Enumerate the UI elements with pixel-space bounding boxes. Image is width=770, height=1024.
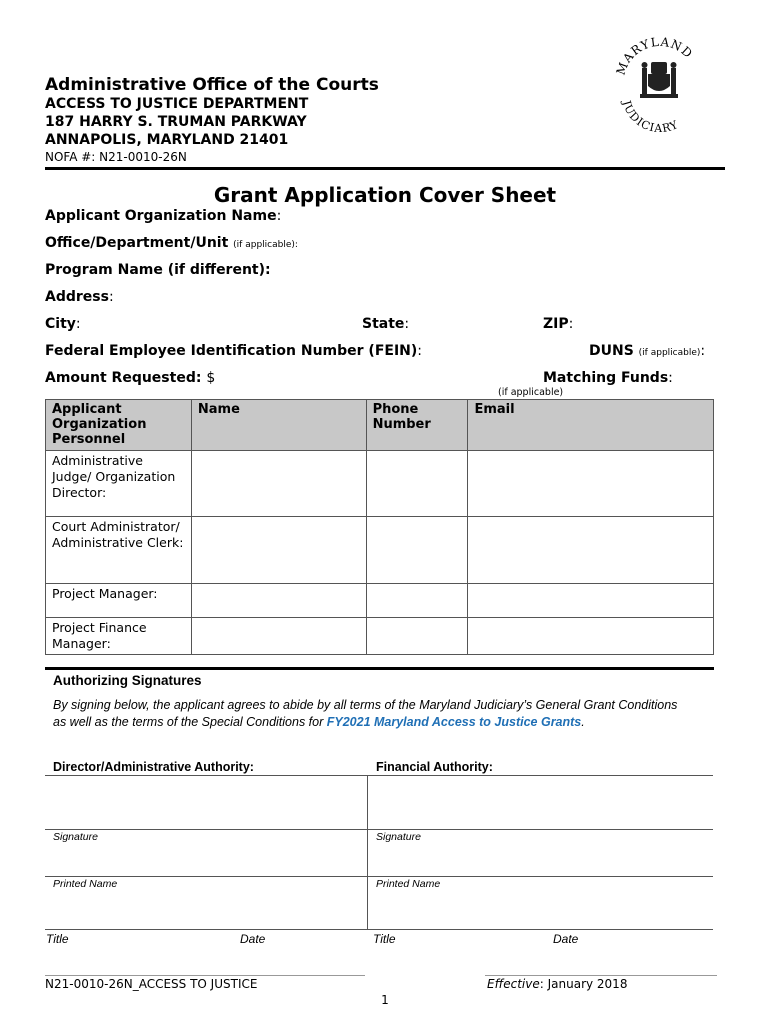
office-dept-label: Office/Department/Unit bbox=[45, 235, 229, 251]
city-address: ANNAPOLIS, MARYLAND 21401 bbox=[45, 132, 289, 148]
office-dept-field bbox=[45, 235, 298, 251]
table-header-row bbox=[46, 400, 714, 451]
signature-box-divider bbox=[367, 775, 368, 930]
maryland-judiciary-seal-logo bbox=[612, 32, 706, 140]
matching-funds-note: (if applicable) bbox=[498, 387, 564, 398]
signature-line[interactable] bbox=[45, 829, 713, 830]
colon: : bbox=[417, 343, 423, 359]
zip-field bbox=[543, 316, 573, 332]
email-cell[interactable] bbox=[468, 451, 714, 517]
financial-authority-label: Financial Authority: bbox=[376, 760, 493, 774]
matching-funds-label: Matching Funds bbox=[543, 370, 669, 386]
header-divider bbox=[45, 167, 725, 170]
name-cell[interactable] bbox=[191, 451, 366, 517]
colon: : bbox=[404, 316, 410, 332]
address-field bbox=[45, 289, 114, 305]
effective-label: Effective bbox=[487, 977, 540, 991]
name-cell[interactable] bbox=[191, 584, 366, 618]
row-label: Court Administrator/ Administrative Clerk: bbox=[46, 517, 192, 584]
street-address: 187 HARRY S. TRUMAN PARKWAY bbox=[45, 114, 307, 130]
seal-bottom-text: JUDICIARY bbox=[619, 99, 681, 136]
colon: : bbox=[75, 316, 81, 332]
office-name: Administrative Office of the Courts bbox=[45, 75, 379, 95]
director-date-label: Date bbox=[240, 932, 266, 946]
city-field bbox=[45, 316, 81, 332]
table-row bbox=[46, 517, 714, 584]
colon: : bbox=[700, 343, 706, 359]
phone-cell[interactable] bbox=[366, 618, 468, 655]
duns-note: (if applicable) bbox=[638, 348, 701, 358]
name-cell[interactable] bbox=[191, 618, 366, 655]
signature-box-top-line bbox=[45, 775, 713, 776]
footer-rule-left bbox=[45, 975, 365, 976]
seal-top-text: MARYLAND bbox=[613, 34, 696, 77]
row-label: Project Manager: bbox=[46, 584, 192, 618]
colon: : bbox=[108, 289, 114, 305]
financial-date-label: Date bbox=[553, 932, 579, 946]
colon: : bbox=[568, 316, 574, 332]
header-phone: Phone Number bbox=[366, 400, 468, 451]
header-name: Name bbox=[191, 400, 366, 451]
email-cell[interactable] bbox=[468, 584, 714, 618]
phone-cell[interactable] bbox=[366, 584, 468, 618]
program-name-field: Program Name (if different): bbox=[45, 262, 271, 278]
applicant-org-label: Applicant Organization Name bbox=[45, 208, 277, 224]
director-authority-label: Director/Administrative Authority: bbox=[53, 760, 254, 774]
personnel-table bbox=[45, 399, 714, 655]
email-cell[interactable] bbox=[468, 517, 714, 584]
page-title: Grant Application Cover Sheet bbox=[213, 183, 557, 207]
authorizing-title: Authorizing Signatures bbox=[53, 673, 202, 688]
title-date-line[interactable] bbox=[45, 929, 713, 930]
footer-effective-date bbox=[487, 977, 627, 991]
nofa-number: NOFA #: N21-0010-26N bbox=[45, 150, 187, 164]
printed-name-line[interactable] bbox=[45, 876, 713, 877]
special-conditions-link[interactable]: FY2021 Maryland Access to Justice Grants bbox=[326, 715, 582, 729]
applicant-org-name-field bbox=[45, 208, 281, 224]
table-row bbox=[46, 584, 714, 618]
footer-document-id: N21-0010-26N_ACCESS TO JUSTICE bbox=[45, 977, 258, 991]
director-title-label: Title bbox=[46, 932, 69, 946]
row-label: Administrative Judge/ Organization Director: bbox=[46, 451, 192, 517]
statement-end: . bbox=[581, 715, 585, 729]
statement-text: By signing below, the applicant agrees to abide by all terms of the Maryland Judiciary’s General Grant Conditions as well as the terms of the Special Conditions for bbox=[53, 698, 678, 729]
page-number: 1 bbox=[381, 993, 389, 1007]
phone-cell[interactable] bbox=[366, 451, 468, 517]
header-email: Email bbox=[468, 400, 714, 451]
table-row bbox=[46, 618, 714, 655]
matching-funds-field bbox=[543, 370, 673, 386]
duns-label: DUNS bbox=[589, 343, 634, 359]
effective-value: : January 2018 bbox=[539, 977, 628, 991]
fein-field bbox=[45, 343, 422, 359]
footer-rule-right bbox=[485, 975, 717, 976]
svg-text:JUDICIARY bbox=[620, 98, 681, 135]
address-label: Address bbox=[45, 289, 109, 305]
state-label: State bbox=[362, 316, 405, 332]
authorizing-statement bbox=[53, 697, 693, 731]
header-personnel: Applicant Organization Personnel bbox=[46, 400, 192, 451]
table-row bbox=[46, 451, 714, 517]
state-field bbox=[362, 316, 409, 332]
financial-signature-label: Signature bbox=[376, 831, 421, 843]
office-dept-note: (if applicable): bbox=[233, 240, 298, 250]
city-label: City bbox=[45, 316, 76, 332]
phone-cell[interactable] bbox=[366, 517, 468, 584]
duns-field bbox=[589, 343, 705, 359]
colon: : bbox=[276, 208, 282, 224]
amount-requested-label: Amount Requested: bbox=[45, 370, 202, 386]
row-label: Project Finance Manager: bbox=[46, 618, 192, 655]
financial-printed-name-label: Printed Name bbox=[376, 878, 441, 890]
name-cell[interactable] bbox=[191, 517, 366, 584]
director-signature-label: Signature bbox=[53, 831, 98, 843]
department-name: ACCESS TO JUSTICE DEPARTMENT bbox=[45, 96, 309, 112]
signature-section-divider bbox=[45, 667, 714, 670]
amount-requested-field bbox=[45, 370, 215, 386]
colon: : bbox=[668, 370, 673, 386]
fein-label: Federal Employee Identification Number (FEIN) bbox=[45, 343, 418, 359]
financial-title-label: Title bbox=[373, 932, 396, 946]
email-cell[interactable] bbox=[468, 618, 714, 655]
dollar-sign: $ bbox=[206, 370, 216, 386]
director-printed-name-label: Printed Name bbox=[53, 878, 118, 890]
zip-label: ZIP bbox=[543, 316, 569, 332]
